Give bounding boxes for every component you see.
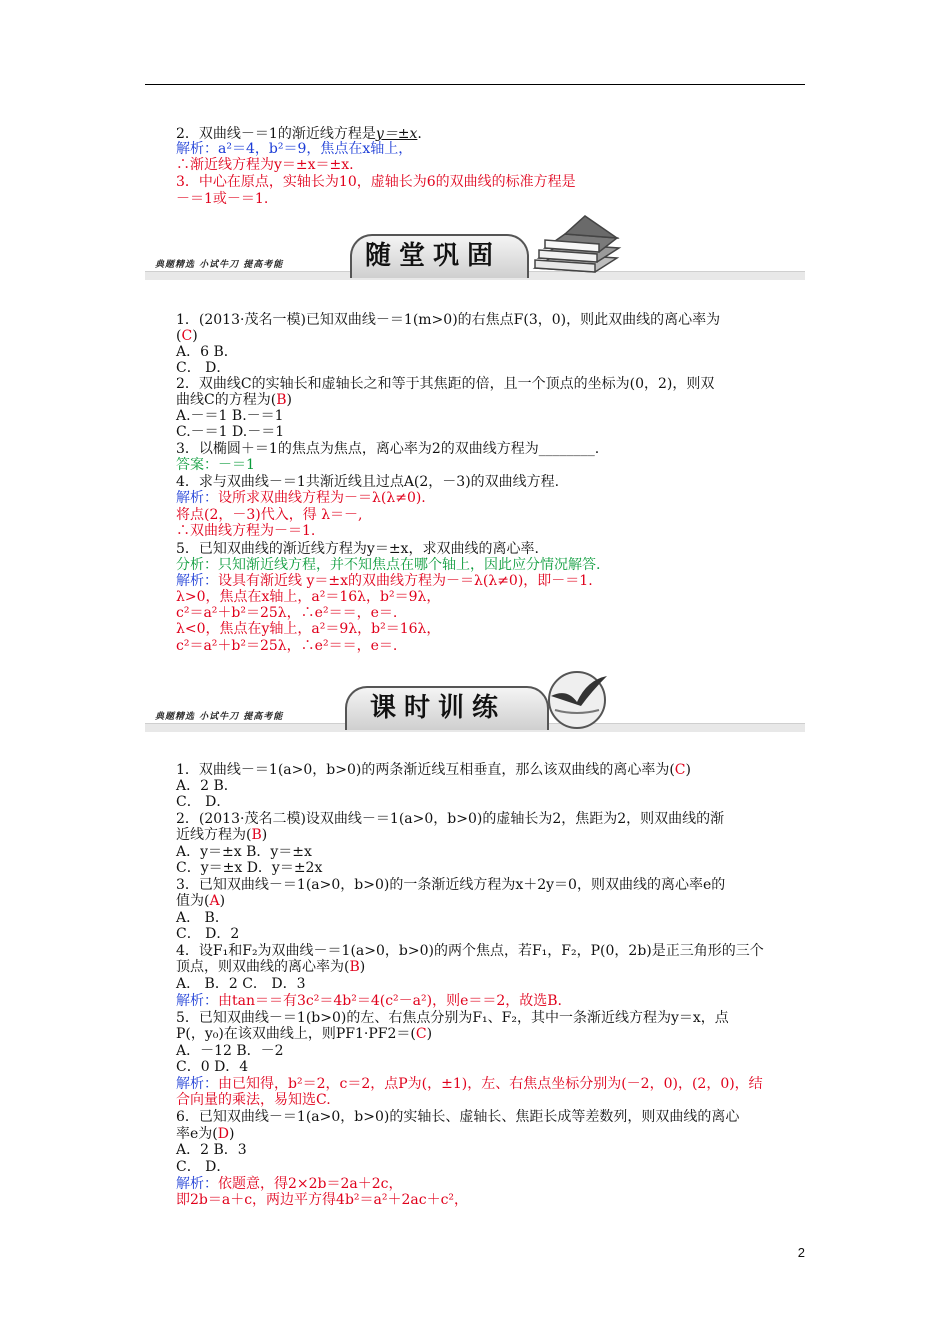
question-line: 2．(2013·茂名二模)设双曲线－＝1(a>0，b>0)的虚轴长为2，焦距为2，则双曲线的渐 [176,811,725,827]
analysis-line: 分析：只知渐近线方程，并不知焦点在哪个轴上，因此应分情况解答. [176,557,601,573]
option-line: A．2 B． [176,778,238,794]
question-line: 3．已知双曲线－＝1(a>0，b>0)的一条渐近线方程为x＋2y＝0，则双曲线的离心率e的 [176,877,726,893]
option-line: C． D． [176,794,231,810]
question-line: 值为(A) [176,893,226,909]
solution-line: 解析：设具有渐近线 y＝±x的双曲线方程为－＝λ(λ≠0)，即－＝1. [176,573,593,589]
solution-line: 合向量的乘法，易知选C. [176,1092,331,1108]
option-line: A． B． [176,910,229,926]
solution-line: 将点(2，－3)代入，得 λ＝－, [176,507,363,523]
solution-line: λ>0，焦点在x轴上，a²＝16λ，b²＝9λ， [176,589,441,605]
option-line: A．－12 B．－2 [176,1043,284,1059]
question-line: 曲线C的方程为(B) [176,392,292,408]
option-line: A．6 B． [176,344,238,360]
intro-line: 2．双曲线－＝1的渐近线方程是y＝±x. [176,126,422,142]
solution-line: c²＝a²＋b²＝25λ，∴e²＝＝，e＝. [176,638,398,654]
intro-line: －＝1或－＝1. [176,191,269,207]
option-line: C.－＝1 D.－＝1 [176,424,285,440]
header-rule [145,84,805,85]
banner-tagline: 典题精选 小试牛刀 提高考能 [155,712,284,722]
banner-title: 随堂巩固 [365,241,502,271]
books-icon [525,214,625,278]
option-line: C． D． [176,360,231,376]
solution-line: λ<0，焦点在y轴上，a²＝9λ，b²＝16λ， [176,621,441,637]
question-line: 2．双曲线C的实轴长和虚轴长之和等于其焦距的倍，且一个顶点的坐标为(0，2)，则双 [176,376,715,392]
question-line: (C) [176,328,198,344]
question-line: 顶点，则双曲线的离心率为(B) [176,959,366,975]
section-banner [145,212,805,280]
question-line: 近线方程为(B) [176,827,268,843]
option-line: C． D． [176,1159,231,1175]
solution-line: 解析：依题意，得2×2b＝2a＋2c， [176,1176,403,1192]
solution-line: 解析：由已知得，b²＝2，c＝2，点P为(，±1)，左、右焦点坐标分别为(－2，0)，(2，0)，结 [176,1076,763,1092]
solution-line: 解析：由tan＝＝有3c²＝4b²＝4(c²－a²)，则e＝＝2，故选B. [176,993,563,1009]
question-line: P(，y₀)在该双曲线上，则PF1·PF2＝(C) [176,1026,433,1042]
intro-line: 解析：a²＝4，b²＝9，焦点在x轴上， [176,141,413,157]
option-line: A．y＝±x B．y＝±x [176,844,312,860]
question-line: 6．已知双曲线－＝1(a>0，b>0)的实轴长、虚轴长、焦距长成等差数列，则双曲线的离心 [176,1109,740,1125]
question-line: 1．双曲线－＝1(a>0，b>0)的两条渐近线互相垂直，那么该双曲线的离心率为(C) [176,762,691,778]
option-line: A．2 B．3 [176,1142,247,1158]
intro-line: 3．中心在原点，实轴长为10，虚轴长为6的双曲线的标准方程是 [176,174,576,190]
question-line: 率e为(D) [176,1126,235,1142]
bird-icon [537,666,617,730]
question-line: 5．已知双曲线的渐近线方程为y＝±x，求双曲线的离心率. [176,541,539,557]
option-line: A.－＝1 B.－＝1 [176,408,284,424]
page-number: 2 [797,1245,805,1260]
question-line: 1．(2013·茂名一模)已知双曲线－＝1(m>0)的右焦点F(3，0)，则此双曲线的离心率为 [176,312,721,328]
banner-title: 课时训练 [370,693,507,723]
question-line: 4．设F₁和F₂为双曲线－＝1(a>0，b>0)的两个焦点，若F₁，F₂，P(0，2b)是正三角形的三个 [176,943,764,959]
solution-line: 解析：设所求双曲线方程为－＝λ(λ≠0). [176,490,426,506]
solution-line: c²＝a²＋b²＝25λ，∴e²＝＝，e＝. [176,605,398,621]
intro-line: ∴渐近线方程为y＝±x＝±x. [176,157,354,173]
option-line: A． B．2 C． D．3 [176,976,306,992]
solution-line: ∴双曲线方程为－＝1. [176,523,316,539]
option-line: C．y＝±x D．y＝±2x [176,860,323,876]
answer-line: 答案：－＝1 [176,457,255,473]
option-line: C． D．2 [176,926,240,942]
option-line: C．0 D．4 [176,1059,249,1075]
question-line: 4．求与双曲线－＝1共渐近线且过点A(2，－3)的双曲线方程. [176,474,560,490]
question-line: 5．已知双曲线－＝1(b>0)的左、右焦点分别为F₁、F₂，其中一条渐近线方程为y＝x，点 [176,1010,729,1026]
question-line: 3．以椭圆＋＝1的焦点为焦点，离心率为2的双曲线方程为________. [176,441,600,457]
section-banner [145,664,805,732]
solution-line: 即2b＝a＋c，两边平方得4b²＝a²＋2ac＋c²， [176,1192,469,1208]
banner-tagline: 典题精选 小试牛刀 提高考能 [155,260,284,270]
